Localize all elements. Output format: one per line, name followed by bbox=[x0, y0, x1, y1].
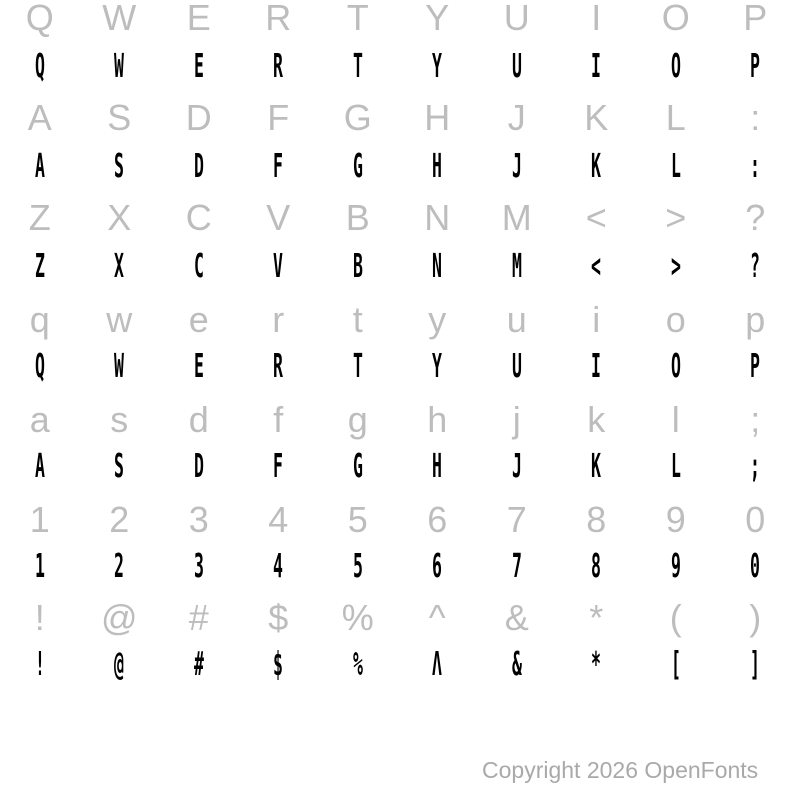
glyph: F bbox=[273, 445, 284, 485]
glyph: i bbox=[592, 299, 601, 340]
glyph: P bbox=[750, 345, 761, 385]
glyph: I bbox=[591, 345, 602, 385]
glyph-cell bbox=[239, 237, 319, 293]
glyph: B bbox=[345, 197, 370, 238]
glyph-cell bbox=[159, 37, 239, 93]
glyph-cell bbox=[557, 635, 637, 691]
glyph: a bbox=[29, 399, 50, 440]
glyph: 8 bbox=[586, 499, 607, 540]
glyph-cell bbox=[159, 537, 239, 593]
glyph-cell bbox=[159, 337, 239, 393]
glyph: < bbox=[585, 197, 607, 238]
glyph-cell bbox=[80, 137, 160, 193]
glyph-cell bbox=[716, 37, 796, 93]
glyph: 3 bbox=[188, 499, 209, 540]
glyph-row-specimen bbox=[0, 37, 795, 93]
glyph-cell bbox=[0, 37, 80, 93]
glyph-cell bbox=[636, 635, 716, 691]
glyph: u bbox=[506, 299, 527, 340]
glyph: e bbox=[188, 299, 209, 340]
glyph: 0 bbox=[745, 499, 766, 540]
glyph-cell bbox=[716, 137, 796, 193]
glyph: 5 bbox=[352, 545, 363, 585]
glyph-cell bbox=[716, 237, 796, 293]
glyph-cell bbox=[398, 237, 478, 293]
glyph: O bbox=[670, 45, 681, 85]
glyph: 6 bbox=[427, 499, 448, 540]
glyph-row-specimen bbox=[0, 537, 795, 593]
glyph-cell bbox=[239, 537, 319, 593]
copyright-text: Copyright 2026 OpenFonts bbox=[482, 757, 759, 783]
glyph: * bbox=[589, 597, 604, 638]
glyph: M bbox=[501, 197, 532, 238]
glyph: o bbox=[665, 299, 686, 340]
glyph: : bbox=[750, 145, 761, 185]
glyph-cell bbox=[0, 437, 80, 493]
glyph-cell bbox=[477, 337, 557, 393]
glyph-cell bbox=[318, 237, 398, 293]
glyph: G bbox=[343, 97, 372, 138]
glyph: 7 bbox=[506, 499, 527, 540]
glyph: > bbox=[670, 245, 681, 285]
glyph: # bbox=[188, 597, 209, 638]
glyph: s bbox=[110, 399, 129, 440]
glyph: & bbox=[511, 643, 522, 683]
glyph-cell bbox=[80, 635, 160, 691]
glyph: @ bbox=[100, 597, 138, 638]
glyph: Q bbox=[34, 45, 45, 85]
glyph: U bbox=[503, 0, 530, 38]
glyph: P bbox=[743, 0, 768, 38]
glyph: t bbox=[352, 299, 363, 340]
glyph: $ bbox=[273, 643, 284, 683]
glyph: @ bbox=[114, 643, 125, 683]
glyph-cell bbox=[557, 437, 637, 493]
glyph-cell bbox=[477, 37, 557, 93]
glyph: T bbox=[352, 345, 363, 385]
glyph: W bbox=[102, 0, 137, 38]
glyph-cell bbox=[0, 137, 80, 193]
glyph: R bbox=[273, 45, 284, 85]
glyph: q bbox=[29, 299, 50, 340]
glyph: K bbox=[584, 97, 609, 138]
glyph-cell bbox=[477, 437, 557, 493]
glyph: 4 bbox=[268, 499, 289, 540]
glyph-cell bbox=[398, 635, 478, 691]
glyph-cell bbox=[636, 237, 716, 293]
glyph: [ bbox=[670, 643, 681, 683]
glyph-cell bbox=[80, 237, 160, 293]
glyph: B bbox=[352, 245, 363, 285]
glyph: T bbox=[352, 45, 363, 85]
glyph-cell bbox=[80, 337, 160, 393]
glyph: Y bbox=[432, 345, 443, 385]
glyph: J bbox=[511, 145, 522, 185]
glyph: S bbox=[114, 145, 125, 185]
glyph: : bbox=[750, 97, 761, 138]
glyph: W bbox=[114, 45, 125, 85]
glyph-cell bbox=[557, 37, 637, 93]
glyph: E bbox=[193, 45, 204, 85]
glyph-row-specimen bbox=[0, 237, 795, 293]
glyph-cell bbox=[398, 337, 478, 393]
glyph: N bbox=[432, 245, 443, 285]
glyph: X bbox=[107, 197, 132, 238]
glyph: C bbox=[193, 245, 204, 285]
glyph: Z bbox=[34, 245, 45, 285]
glyph-cell bbox=[0, 337, 80, 393]
glyph: < bbox=[591, 245, 602, 285]
glyph: J bbox=[507, 97, 526, 138]
glyph-cell bbox=[557, 137, 637, 193]
glyph: A bbox=[34, 445, 45, 485]
glyph-cell bbox=[239, 437, 319, 493]
glyph: ! bbox=[34, 643, 45, 683]
glyph-cell bbox=[239, 137, 319, 193]
glyph: % bbox=[341, 597, 374, 638]
glyph-cell bbox=[159, 137, 239, 193]
glyph: F bbox=[267, 97, 290, 138]
glyph: U bbox=[511, 345, 522, 385]
glyph: S bbox=[107, 97, 132, 138]
glyph-cell bbox=[159, 437, 239, 493]
glyph-cell bbox=[557, 337, 637, 393]
glyph: 1 bbox=[34, 545, 45, 585]
glyph: $ bbox=[268, 597, 289, 638]
glyph-cell bbox=[239, 635, 319, 691]
glyph-cell bbox=[80, 537, 160, 593]
glyph: ? bbox=[745, 197, 766, 238]
glyph: ] bbox=[750, 643, 761, 683]
glyph: & bbox=[504, 597, 529, 638]
glyph: U bbox=[511, 45, 522, 85]
glyph: # bbox=[193, 643, 204, 683]
glyph: 9 bbox=[670, 545, 681, 585]
glyph-cell bbox=[80, 437, 160, 493]
glyph: Q bbox=[25, 0, 54, 38]
glyph-cell bbox=[159, 237, 239, 293]
glyph-cell bbox=[0, 237, 80, 293]
glyph-row-specimen bbox=[0, 437, 795, 493]
glyph: N bbox=[424, 197, 451, 238]
glyph-cell bbox=[318, 37, 398, 93]
glyph: 7 bbox=[511, 545, 522, 585]
glyph: Y bbox=[432, 45, 443, 85]
glyph-cell bbox=[636, 137, 716, 193]
glyph-cell bbox=[477, 137, 557, 193]
glyph-cell bbox=[398, 37, 478, 93]
glyph-cell bbox=[239, 37, 319, 93]
glyph: Y bbox=[425, 0, 450, 38]
glyph: 2 bbox=[109, 499, 130, 540]
glyph: ; bbox=[750, 399, 761, 440]
glyph: w bbox=[106, 299, 133, 340]
glyph-row-specimen bbox=[0, 337, 795, 393]
glyph-cell bbox=[716, 635, 796, 691]
glyph: R bbox=[265, 0, 292, 38]
glyph-cell bbox=[477, 537, 557, 593]
glyph: R bbox=[273, 345, 284, 385]
glyph: S bbox=[114, 445, 125, 485]
glyph: L bbox=[665, 97, 686, 138]
glyph-cell bbox=[477, 237, 557, 293]
glyph: ( bbox=[669, 597, 682, 638]
glyph: ^ bbox=[428, 597, 446, 638]
glyph: Λ bbox=[432, 643, 443, 683]
glyph-cell bbox=[318, 337, 398, 393]
glyph-cell bbox=[398, 437, 478, 493]
glyph: 2 bbox=[114, 545, 125, 585]
glyph: L bbox=[670, 445, 681, 485]
glyph: L bbox=[670, 145, 681, 185]
glyph: D bbox=[193, 145, 204, 185]
glyph-cell bbox=[716, 437, 796, 493]
glyph-row-specimen bbox=[0, 137, 795, 193]
glyph-cell bbox=[636, 337, 716, 393]
glyph: O bbox=[661, 0, 690, 38]
glyph-cell bbox=[398, 137, 478, 193]
glyph-cell bbox=[318, 635, 398, 691]
glyph-row-specimen bbox=[0, 635, 795, 691]
glyph: A bbox=[34, 145, 45, 185]
glyph: M bbox=[511, 245, 522, 285]
glyph: F bbox=[273, 145, 284, 185]
glyph: g bbox=[347, 399, 368, 440]
glyph: ; bbox=[750, 445, 761, 485]
glyph: ! bbox=[34, 597, 45, 638]
glyph: W bbox=[114, 345, 125, 385]
glyph-cell bbox=[318, 137, 398, 193]
glyph: T bbox=[346, 0, 369, 38]
glyph-cell bbox=[636, 437, 716, 493]
glyph: E bbox=[186, 0, 211, 38]
glyph: k bbox=[587, 399, 606, 440]
glyph: f bbox=[273, 399, 284, 440]
glyph: d bbox=[188, 399, 209, 440]
glyph: j bbox=[512, 399, 521, 440]
glyph: O bbox=[670, 345, 681, 385]
glyph: H bbox=[432, 445, 443, 485]
glyph-cell bbox=[318, 537, 398, 593]
glyph: Q bbox=[34, 345, 45, 385]
glyph-cell bbox=[636, 537, 716, 593]
glyph: G bbox=[352, 145, 363, 185]
glyph: G bbox=[352, 445, 363, 485]
glyph: 9 bbox=[665, 499, 686, 540]
glyph: h bbox=[427, 399, 448, 440]
glyph: H bbox=[432, 145, 443, 185]
glyph: P bbox=[750, 45, 761, 85]
glyph-cell bbox=[716, 337, 796, 393]
glyph: V bbox=[266, 197, 291, 238]
glyph: 4 bbox=[273, 545, 284, 585]
glyph: Z bbox=[28, 197, 51, 238]
glyph: I bbox=[591, 45, 602, 85]
glyph: p bbox=[745, 299, 766, 340]
glyph: y bbox=[428, 299, 447, 340]
glyph: J bbox=[511, 445, 522, 485]
glyph: 3 bbox=[193, 545, 204, 585]
glyph: 5 bbox=[347, 499, 368, 540]
glyph: 0 bbox=[750, 545, 761, 585]
glyph-cell bbox=[318, 437, 398, 493]
glyph: I bbox=[591, 0, 602, 38]
glyph: > bbox=[665, 197, 687, 238]
glyph: H bbox=[424, 97, 451, 138]
glyph-cell bbox=[80, 37, 160, 93]
glyph: r bbox=[272, 299, 285, 340]
glyph: * bbox=[591, 643, 602, 683]
glyph: 1 bbox=[29, 499, 50, 540]
glyph: ? bbox=[750, 245, 761, 285]
glyph: l bbox=[671, 399, 680, 440]
glyph-cell bbox=[159, 635, 239, 691]
glyph-cell bbox=[239, 337, 319, 393]
glyph-cell bbox=[398, 537, 478, 593]
glyph-cell bbox=[557, 537, 637, 593]
glyph: 8 bbox=[591, 545, 602, 585]
glyph: K bbox=[591, 145, 602, 185]
glyph: X bbox=[114, 245, 125, 285]
glyph-cell bbox=[557, 237, 637, 293]
glyph: D bbox=[185, 97, 212, 138]
glyph: E bbox=[193, 345, 204, 385]
glyph-cell bbox=[636, 37, 716, 93]
glyph-cell bbox=[716, 537, 796, 593]
glyph-cell bbox=[477, 635, 557, 691]
glyph: D bbox=[193, 445, 204, 485]
glyph: C bbox=[185, 197, 212, 238]
glyph-cell bbox=[0, 537, 80, 593]
glyph-cell bbox=[0, 635, 80, 691]
glyph: % bbox=[352, 643, 363, 683]
glyph: ) bbox=[749, 597, 762, 638]
glyph: A bbox=[27, 97, 52, 138]
glyph: 6 bbox=[432, 545, 443, 585]
glyph: K bbox=[591, 445, 602, 485]
glyph: V bbox=[273, 245, 284, 285]
